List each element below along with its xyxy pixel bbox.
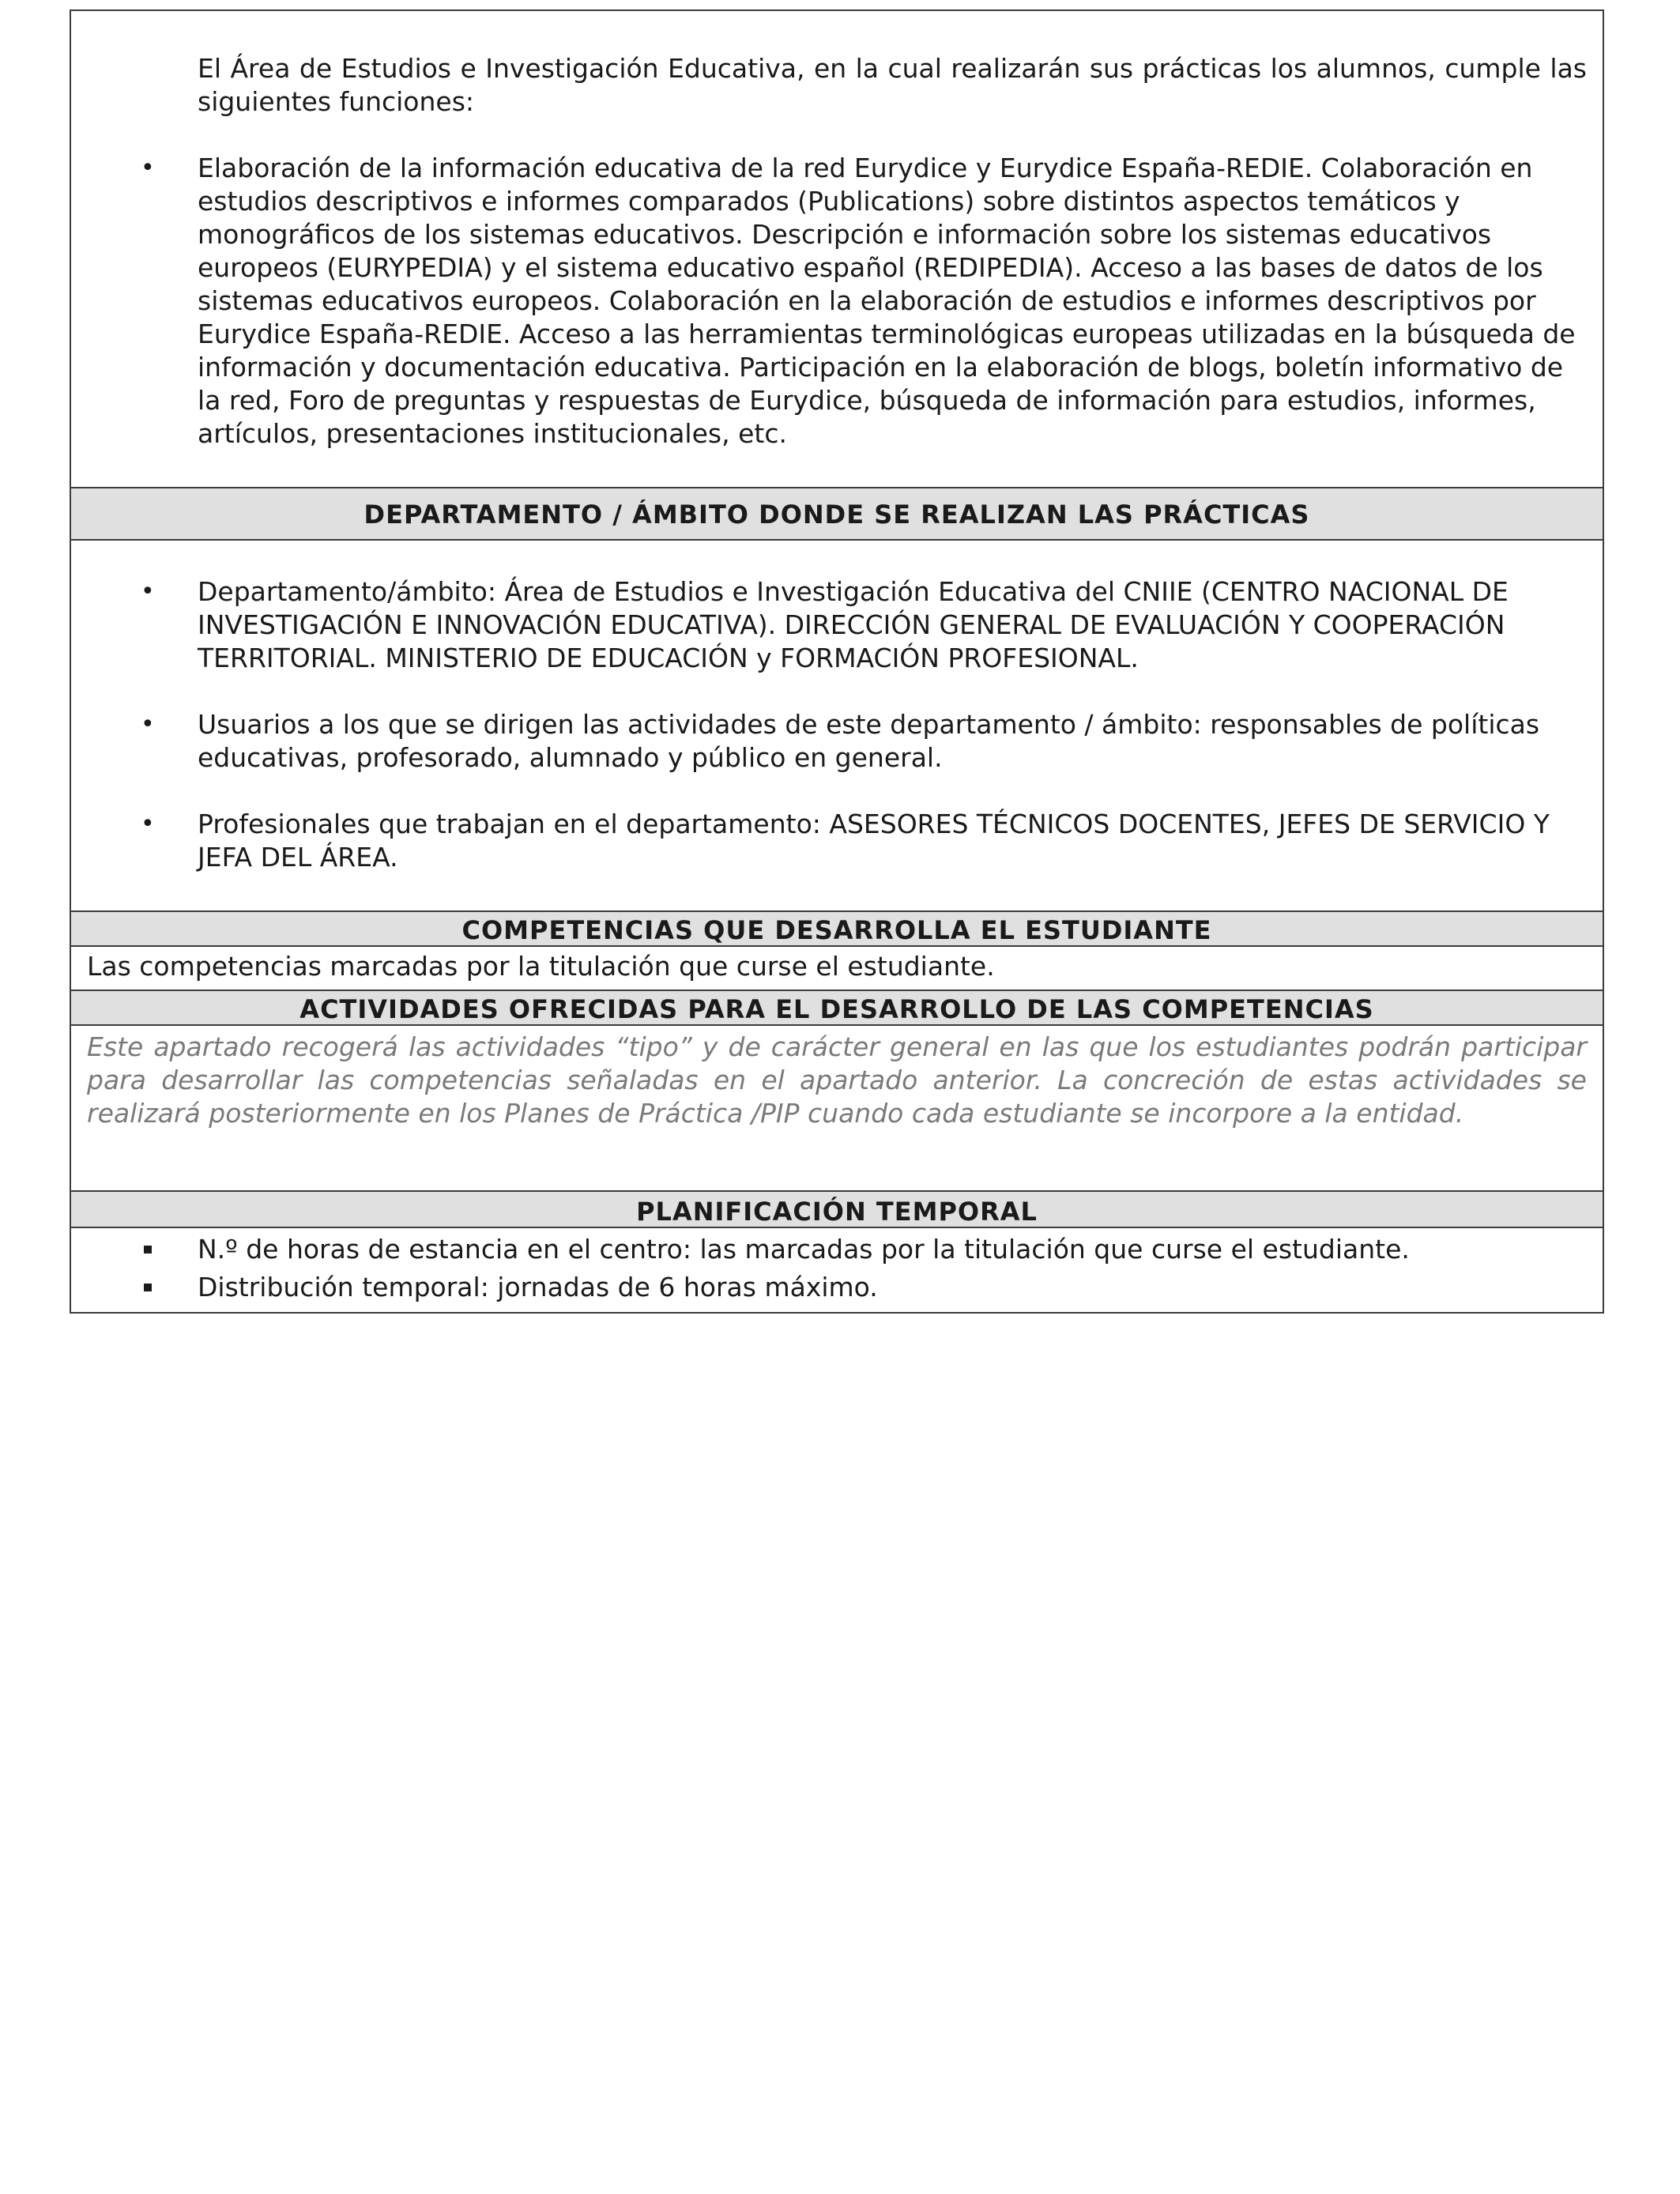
actividades-section <box>71 1024 1603 1190</box>
bullet-icon: • <box>141 810 155 838</box>
section-header-competencias <box>71 910 1603 945</box>
bullet-icon: • <box>141 154 155 182</box>
square-bullet-icon <box>144 1246 152 1253</box>
square-bullet-icon <box>144 1284 152 1291</box>
list-item <box>71 708 1603 775</box>
competencias-header-text: COMPETENCIAS QUE DESARROLLA EL ESTUDIANTE <box>461 915 1212 945</box>
section-header-planificacion <box>71 1190 1603 1227</box>
horas-item-text: N.º de horas de estancia en el centro: las marcadas por la titulación que curse el estudiante. <box>198 1234 1410 1265</box>
bullet-icon: • <box>141 578 155 605</box>
competencias-text: Las competencias marcadas por la titulación que curse el estudiante. <box>87 951 995 982</box>
distribucion-item-text: Distribución temporal: jornadas de 6 horas máximo. <box>198 1272 878 1302</box>
planificacion-section <box>71 1227 1603 1312</box>
intro-paragraph: El Área de Estudios e Investigación Educativa, en la cual realizarán sus prácticas los alumnos, cumple las siguientes funciones: <box>198 53 1587 117</box>
functions-section <box>71 11 1603 487</box>
departamento-section <box>71 539 1603 910</box>
section-header-departamento <box>71 487 1603 539</box>
planificacion-header-text: PLANIFICACIÓN TEMPORAL <box>636 1197 1038 1227</box>
functions-bullet-text: Elaboración de la información educativa de la red Eurydice y Eurydice España-REDIE. Colaboración en estudios descriptivos e informes comparados (Publications) sobre distintos aspectos temáticos y monográficos de los sistemas educativos. Descripción e información sobre los sistemas educativos europeos (EURYPEDIA) y el sistema educativo español (REDIPEDIA). Acceso a las bases de datos de los sistemas educativos europeos. Colaboración en la elaboración de estudios e informes descriptivos por Eurydice España-REDIE. Acceso a las herramientas terminológicas europeas utilizadas en la búsqueda de información y documentación educativa. Participación en la elaboración de blogs, boletín informativo de la red, Foro de preguntas y respuestas de Eurydice, búsqueda de información para estudios, informes, artículos, presentaciones institucionales, etc. <box>198 153 1576 449</box>
functions-list <box>71 152 1603 450</box>
section-header-actividades <box>71 990 1603 1024</box>
actividades-header-text: ACTIVIDADES OFRECIDAS PARA EL DESARROLLO DE LAS COMPETENCIAS <box>299 994 1374 1024</box>
departamento-list <box>71 575 1603 874</box>
planificacion-list <box>71 1233 1603 1304</box>
list-item <box>71 152 1603 450</box>
list-item <box>71 575 1603 675</box>
document-table <box>70 9 1604 1314</box>
competencias-section <box>71 945 1603 990</box>
profesionales-item-text: Profesionales que trabajan en el departamento: ASESORES TÉCNICOS DOCENTES, JEFES DE SERVICIO Y JEFA DEL ÁREA. <box>198 809 1550 873</box>
departamento-item-text: Departamento/ámbito: Área de Estudios e Investigación Educativa del CNIIE (CENTRO NACIONAL DE INVESTIGACIÓN E INNOVACIÓN EDUCATIVA). DIRECCIÓN GENERAL DE EVALUACIÓN Y COOPERACIÓN TERRITORIAL. MINISTERIO DE EDUCACIÓN y FORMACIÓN PROFESIONAL. <box>198 576 1509 673</box>
departamento-header-text: DEPARTAMENTO / ÁMBITO DONDE SE REALIZAN LAS PRÁCTICAS <box>363 499 1310 530</box>
bullet-icon: • <box>141 711 155 738</box>
list-item <box>71 1271 1603 1304</box>
usuarios-item-text: Usuarios a los que se dirigen las actividades de este departamento / ámbito: responsables de políticas educativas, profesorado, alumnado y público en general. <box>198 709 1540 773</box>
actividades-text: Este apartado recogerá las actividades “tipo” y de carácter general en las que los estudiantes podrán participar para desarrollar las competencias señaladas en el apartado anterior. La concreción de estas actividades se realizará posteriormente en los Planes de Práctica /PIP cuando cada estudiante se incorpore a la entidad. <box>87 1031 1587 1129</box>
list-item <box>71 1233 1603 1266</box>
list-item <box>71 808 1603 874</box>
